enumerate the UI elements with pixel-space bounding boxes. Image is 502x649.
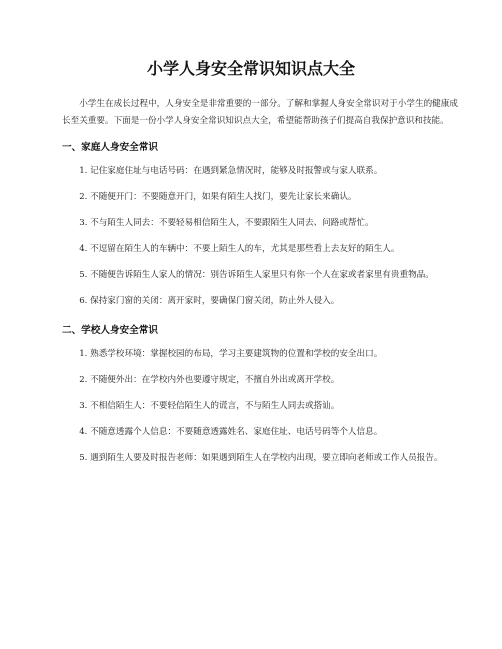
- intro-paragraph: 小学生在成长过程中，人身安全是非常重要的一部分。了解和掌握人身安全常识对于小学生的健康成长至关重要。下面是一份小学人身安全常识知识点大全，希望能帮助孩子们提高自我保护意识和技能。: [62, 99, 458, 126]
- section-heading: 二、学校人身安全常识: [62, 325, 158, 336]
- school-safety-list: [62, 346, 458, 467]
- list-item: 4. 不逗留在陌生人的车辆中：不要上陌生人的车，尤其是那些看上去友好的陌生人。: [79, 244, 400, 254]
- section-heading: 一、家庭人身安全常识: [62, 142, 158, 153]
- list-item: 3. 不与陌生人同去：不要轻易相信陌生人，不要跟陌生人同去、问路或帮忙。: [79, 218, 374, 228]
- list-item: 5. 不随便告诉陌生人家人的情况：别告诉陌生人家里只有你一个人在家或者家里有贵重物品。: [79, 270, 434, 280]
- section-school-safety: [62, 324, 458, 467]
- list-item: 4. 不随意透露个人信息：不要随意透露姓名、家庭住址、电话号码等个人信息。: [79, 427, 383, 437]
- section-family-safety: [62, 141, 458, 310]
- list-item: 3. 不相信陌生人：不要轻信陌生人的谎言，不与陌生人同去或搭讪。: [79, 401, 340, 411]
- family-safety-list: [62, 163, 458, 310]
- document-title: 小学人身安全常识知识点大全: [146, 59, 355, 78]
- list-item: 5. 遇到陌生人要及时报告老师：如果遇到陌生人在学校内出现，要立即向老师或工作人员报告。: [79, 453, 443, 463]
- list-item: 2. 不随便开门：不要随意开门，如果有陌生人找门，要先让家长来确认。: [79, 192, 357, 202]
- list-item: 1. 记住家庭住址与电话号码：在遇到紧急情况时，能够及时报警或与家人联系。: [79, 166, 383, 176]
- list-item: 6. 保持家门窗的关闭：离开家时，要确保门窗关闭，防止外人侵入。: [79, 296, 340, 306]
- list-item: 1. 熟悉学校环境：掌握校园的布局，学习主要建筑物的位置和学校的安全出口。: [79, 349, 383, 359]
- list-item: 2. 不随便外出：在学校内外也要遵守规定，不擅自外出或离开学校。: [79, 375, 340, 385]
